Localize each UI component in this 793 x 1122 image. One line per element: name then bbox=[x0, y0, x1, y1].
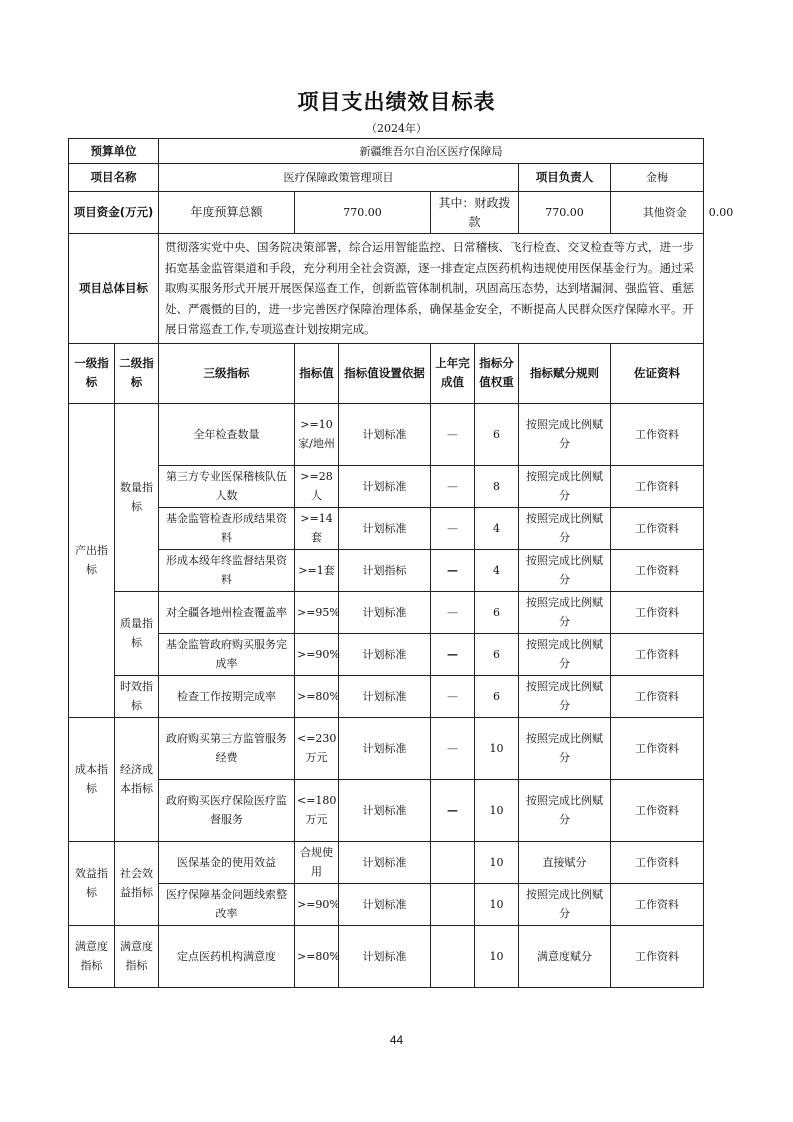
indicator-basis: 计划标准 bbox=[339, 841, 431, 883]
group-output: 产出指标 bbox=[69, 403, 115, 717]
indicator-name: 第三方专业医保稽核队伍人数 bbox=[159, 465, 295, 507]
indicator-rule: 按照完成比例赋分 bbox=[519, 779, 611, 841]
group-economic: 经济成本指标 bbox=[115, 717, 159, 841]
indicator-name: 医疗保障基金问题线索整改率 bbox=[159, 883, 295, 925]
indicator-last: — bbox=[431, 403, 475, 465]
indicator-name: 医保基金的使用效益 bbox=[159, 841, 295, 883]
header-basis: 指标值设置依据 bbox=[339, 343, 431, 403]
indicator-value: >=80% bbox=[295, 675, 339, 717]
performance-target-table bbox=[68, 138, 734, 988]
indicator-evidence: 工作资料 bbox=[611, 549, 704, 591]
indicator-value: >=95% bbox=[295, 591, 339, 633]
indicator-last: — bbox=[431, 717, 475, 779]
other-funds-label: 其他资金 0.00 bbox=[611, 192, 704, 234]
indicator-weight: 4 bbox=[475, 549, 519, 591]
indicator-name: 基金监管政府购买服务完成率 bbox=[159, 633, 295, 675]
group-cost: 成本指标 bbox=[69, 717, 115, 841]
indicator-weight: 10 bbox=[475, 841, 519, 883]
table-row bbox=[69, 841, 704, 883]
group-satisfaction-level1: 满意度指标 bbox=[69, 925, 115, 987]
indicator-name: 政府购买医疗保险医疗监督服务 bbox=[159, 779, 295, 841]
table-row bbox=[69, 717, 704, 779]
indicator-last bbox=[431, 925, 475, 987]
page-title: 项目支出绩效目标表 bbox=[297, 90, 496, 114]
project-leader-label: 项目负责人 bbox=[519, 164, 611, 192]
table-row bbox=[69, 507, 704, 549]
table-row bbox=[69, 403, 704, 465]
indicator-basis: 计划标准 bbox=[339, 925, 431, 987]
indicator-value: 合规使用 bbox=[295, 841, 339, 883]
budget-unit-value: 新疆维吾尔自治区医疗保障局 bbox=[159, 139, 704, 164]
indicator-last bbox=[431, 841, 475, 883]
indicator-value: >=80% bbox=[295, 925, 339, 987]
indicator-name: 定点医药机构满意度 bbox=[159, 925, 295, 987]
indicator-basis: 计划标准 bbox=[339, 675, 431, 717]
group-quality: 质量指标 bbox=[115, 591, 159, 675]
indicator-basis: 计划标准 bbox=[339, 591, 431, 633]
indicator-name: 形成本级年终监督结果资料 bbox=[159, 549, 295, 591]
fiscal-allocation-label: 其中：财政拨款 bbox=[431, 192, 519, 234]
indicator-evidence: 工作资料 bbox=[611, 779, 704, 841]
indicator-rule: 按照完成比例赋分 bbox=[519, 591, 611, 633]
indicator-value: >=90% bbox=[295, 633, 339, 675]
indicator-weight: 10 bbox=[475, 717, 519, 779]
table-row bbox=[69, 779, 704, 841]
indicator-basis: 计划标准 bbox=[339, 465, 431, 507]
indicator-evidence: 工作资料 bbox=[611, 403, 704, 465]
table-row bbox=[69, 675, 704, 717]
year-label: （2024年） bbox=[366, 122, 427, 135]
indicator-rule: 按照完成比例赋分 bbox=[519, 549, 611, 591]
project-leader-value: 金梅 bbox=[611, 164, 704, 192]
indicator-evidence: 工作资料 bbox=[611, 633, 704, 675]
indicator-evidence: 工作资料 bbox=[611, 717, 704, 779]
fiscal-allocation-value: 770.00 bbox=[519, 192, 611, 234]
table-row bbox=[69, 925, 704, 987]
project-name-value: 医疗保障政策管理项目 bbox=[159, 164, 519, 192]
overall-goal-text: 贯彻落实党中央、国务院决策部署，综合运用智能监控、日常稽核、飞行检查、交叉检查等方式，进一步拓宽基金监管渠道和手段，充分利用全社会资源，逐一排查定点医药机构违规使用医保基金行为。通过采取购买服务形式开展开展医保巡查工作，创新监管体制机制，巩固高压态势，达到堵漏洞、强监管、重惩处、严震慑的目的，进一步完善医疗保障治理体系，确保基金安全，不断提高人民群众医疗保障水平。开展日常巡查工作,专项巡查计划按期完成。 bbox=[159, 234, 704, 344]
indicator-name: 基金监管检查形成结果资料 bbox=[159, 507, 295, 549]
overall-goal-label: 项目总体目标 bbox=[69, 234, 159, 344]
indicator-rule: 满意度赋分 bbox=[519, 925, 611, 987]
indicator-last: — bbox=[431, 675, 475, 717]
indicator-weight: 8 bbox=[475, 465, 519, 507]
other-funds-value: 0.00 bbox=[708, 206, 734, 219]
project-fund-label: 项目资金(万元) bbox=[69, 192, 159, 234]
indicator-weight: 10 bbox=[475, 883, 519, 925]
group-social: 社会效益指标 bbox=[115, 841, 159, 925]
indicator-rule: 按照完成比例赋分 bbox=[519, 633, 611, 675]
group-quantity: 数量指标 bbox=[115, 403, 159, 591]
header-level1: 一级指标 bbox=[69, 343, 115, 403]
indicator-basis: 计划标准 bbox=[339, 403, 431, 465]
indicator-evidence: 工作资料 bbox=[611, 591, 704, 633]
header-rule: 指标赋分规则 bbox=[519, 343, 611, 403]
indicator-value: >=90% bbox=[295, 883, 339, 925]
header-value: 指标值 bbox=[295, 343, 339, 403]
indicator-value: <=230万元 bbox=[295, 717, 339, 779]
indicator-value: >=10家/地州 bbox=[295, 403, 339, 465]
indicator-basis: 计划标准 bbox=[339, 507, 431, 549]
table-row bbox=[69, 465, 704, 507]
header-weight: 指标分值权重 bbox=[475, 343, 519, 403]
indicator-last: — bbox=[431, 591, 475, 633]
indicator-rule: 按照完成比例赋分 bbox=[519, 507, 611, 549]
table-row bbox=[69, 883, 704, 925]
indicator-evidence: 工作资料 bbox=[611, 883, 704, 925]
indicator-name: 检查工作按期完成率 bbox=[159, 675, 295, 717]
indicator-last: — bbox=[431, 507, 475, 549]
indicator-evidence: 工作资料 bbox=[611, 841, 704, 883]
indicator-last: — bbox=[431, 779, 475, 841]
indicator-evidence: 工作资料 bbox=[611, 925, 704, 987]
group-satisfaction-level2: 满意度指标 bbox=[115, 925, 159, 987]
header-level2: 二级指标 bbox=[115, 343, 159, 403]
indicator-weight: 6 bbox=[475, 403, 519, 465]
indicator-value: >=1套 bbox=[295, 549, 339, 591]
indicator-evidence: 工作资料 bbox=[611, 465, 704, 507]
indicator-rule: 按照完成比例赋分 bbox=[519, 717, 611, 779]
indicator-basis: 计划标准 bbox=[339, 779, 431, 841]
indicator-weight: 6 bbox=[475, 675, 519, 717]
header-evidence: 佐证资料 bbox=[611, 343, 704, 403]
table-row bbox=[69, 591, 704, 633]
indicator-weight: 6 bbox=[475, 633, 519, 675]
indicator-evidence: 工作资料 bbox=[611, 675, 704, 717]
annual-budget-value: 770.00 bbox=[295, 192, 431, 234]
indicator-basis: 计划标准 bbox=[339, 633, 431, 675]
indicator-evidence: 工作资料 bbox=[611, 507, 704, 549]
indicator-weight: 10 bbox=[475, 925, 519, 987]
indicator-value: >=28人 bbox=[295, 465, 339, 507]
indicator-name: 全年检查数量 bbox=[159, 403, 295, 465]
table-row bbox=[69, 549, 704, 591]
header-last-year: 上年完成值 bbox=[431, 343, 475, 403]
indicator-rule: 直接赋分 bbox=[519, 841, 611, 883]
indicator-basis: 计划标准 bbox=[339, 717, 431, 779]
indicator-rule: 按照完成比例赋分 bbox=[519, 675, 611, 717]
indicator-value: >=14套 bbox=[295, 507, 339, 549]
indicator-weight: 6 bbox=[475, 591, 519, 633]
project-name-label: 项目名称 bbox=[69, 164, 159, 192]
indicator-last: — bbox=[431, 549, 475, 591]
indicator-name: 政府购买第三方监管服务经费 bbox=[159, 717, 295, 779]
group-timeliness: 时效指标 bbox=[115, 675, 159, 717]
indicator-basis: 计划指标 bbox=[339, 549, 431, 591]
indicator-last: — bbox=[431, 633, 475, 675]
indicator-last: — bbox=[431, 465, 475, 507]
page-number: 44 bbox=[389, 1033, 404, 1047]
table-row bbox=[69, 633, 704, 675]
indicator-rule: 按照完成比例赋分 bbox=[519, 465, 611, 507]
indicator-weight: 4 bbox=[475, 507, 519, 549]
indicator-basis: 计划标准 bbox=[339, 883, 431, 925]
indicator-weight: 10 bbox=[475, 779, 519, 841]
annual-budget-label: 年度预算总额 bbox=[159, 192, 295, 234]
indicator-rule: 按照完成比例赋分 bbox=[519, 883, 611, 925]
header-level3: 三级指标 bbox=[159, 343, 295, 403]
indicator-value: <=180万元 bbox=[295, 779, 339, 841]
group-benefit: 效益指标 bbox=[69, 841, 115, 925]
indicator-last bbox=[431, 883, 475, 925]
indicator-rule: 按照完成比例赋分 bbox=[519, 403, 611, 465]
indicator-name: 对全疆各地州检查覆盖率 bbox=[159, 591, 295, 633]
budget-unit-label: 预算单位 bbox=[69, 139, 159, 164]
